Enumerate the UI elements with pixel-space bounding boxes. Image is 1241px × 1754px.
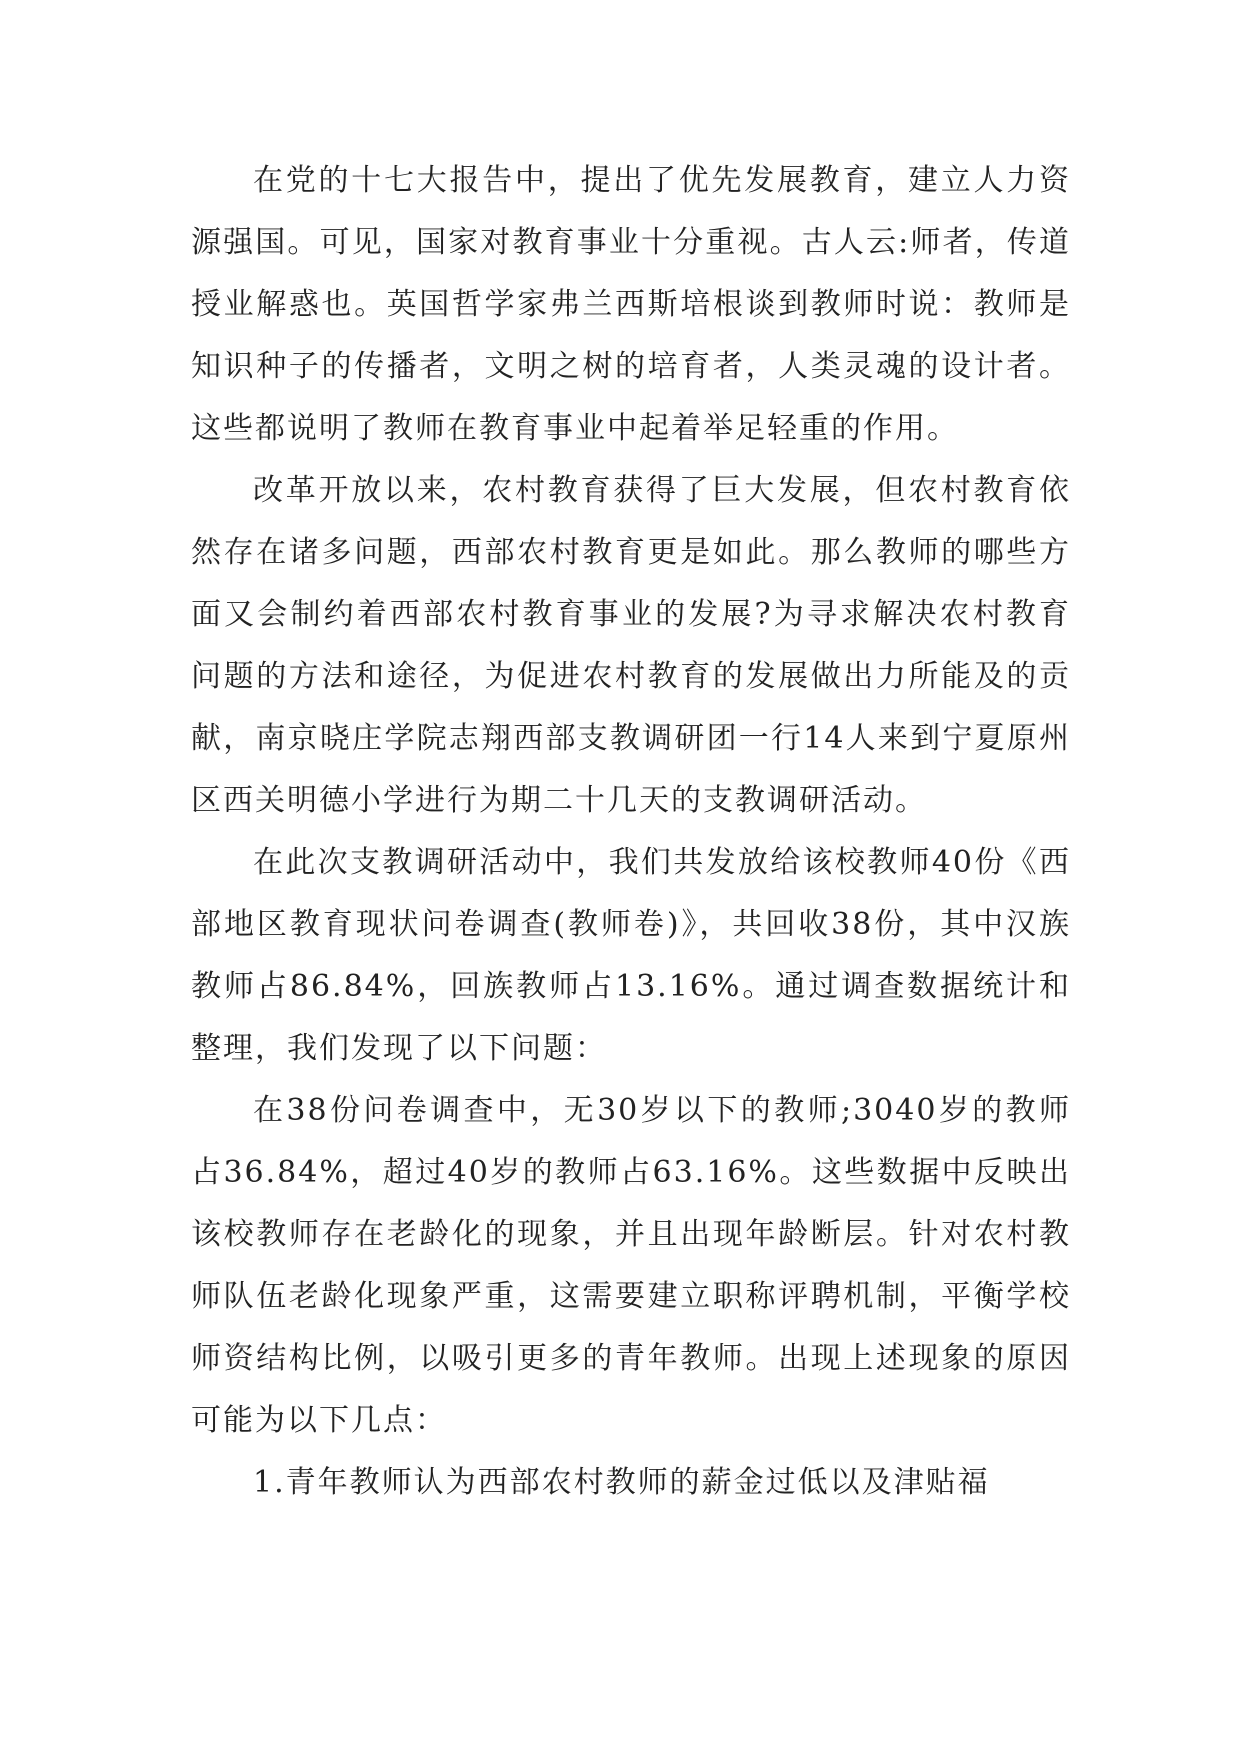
paragraph-1: 在党的十七大报告中，提出了优先发展教育，建立人力资源强国。可见，国家对教育事业十分重视。古人云:师者，传道授业解惑也。英国哲学家弗兰西斯培根谈到教师时说：教师是知识种子的传播者，文明之树的培育者，人类灵魂的设计者。这些都说明了教师在教育事业中起着举足轻重的作用。 xyxy=(191,163,1071,446)
paragraph-4: 在38份问卷调查中，无30岁以下的教师;3040岁的教师占36.84%，超过40岁的教师占63.16%。这些数据中反映出该校教师存在老龄化的现象，并且出现年龄断层。针对农村教师队伍老龄化现象严重，这需要建立职称评聘机制，平衡学校师资结构比例，以吸引更多的青年教师。出现上述现象的原因可能为以下几点： xyxy=(191,1093,1071,1438)
document-body xyxy=(191,150,1071,1514)
paragraph-2: 改革开放以来，农村教育获得了巨大发展，但农村教育依然存在诸多问题，西部农村教育更是如此。那么教师的哪些方面又会制约着西部农村教育事业的发展?为寻求解决农村教育问题的方法和途径，为促进农村教育的发展做出力所能及的贡献，南京晓庄学院志翔西部支教调研团一行14人来到宁夏原州区西关明德小学进行为期二十几天的支教调研活动。 xyxy=(191,473,1071,818)
paragraph-3: 在此次支教调研活动中，我们共发放给该校教师40份《西部地区教育现状问卷调查(教师卷)》，共回收38份，其中汉族教师占86.84%，回族教师占13.16%。通过调查数据统计和整理，我们发现了以下问题： xyxy=(191,845,1071,1066)
paragraph-5: 1.青年教师认为西部农村教师的薪金过低以及津贴福 xyxy=(253,1465,990,1500)
